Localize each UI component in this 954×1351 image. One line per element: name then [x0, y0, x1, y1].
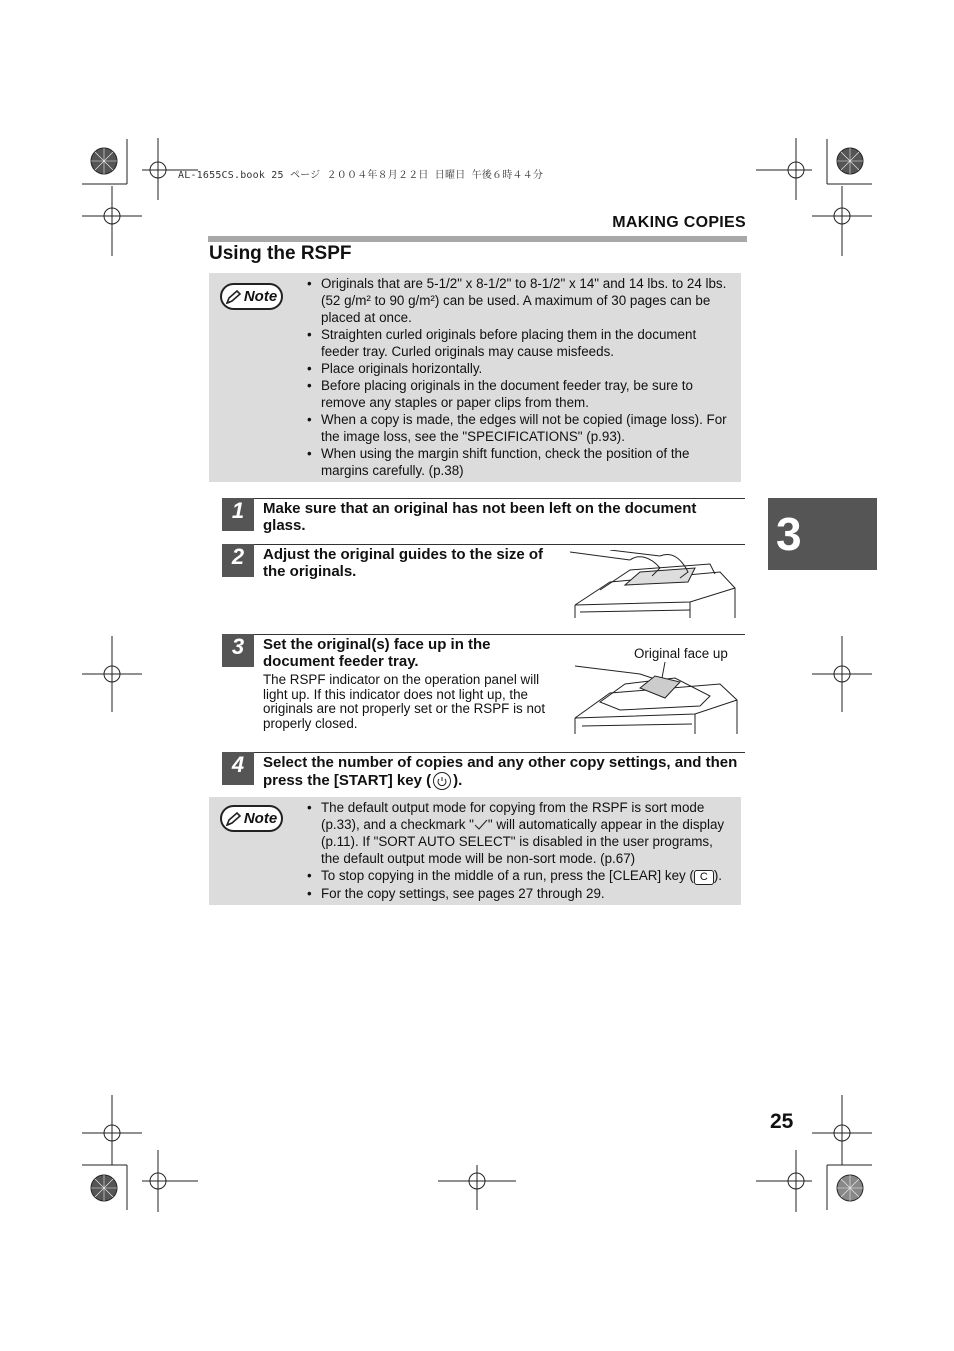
note-text: To stop copying in the middle of a run, press the [CLEAR] key (	[321, 868, 694, 883]
note-item	[307, 867, 735, 885]
checkmark-icon	[474, 819, 488, 831]
pencil-icon	[226, 812, 242, 826]
chapter-tab: 3	[768, 498, 877, 570]
note-item: • Originals that are 5-1/2" x 8-1/2" to 8-1/2" x 14" and 14 lbs. to 24 lbs. (52 g/m² to 90 g/m²) can be used. A maximum of 30 pages can be placed at once.	[307, 275, 735, 326]
clear-key-icon: C	[694, 870, 714, 885]
page-number: 25	[770, 1110, 794, 1133]
step-number: 3	[222, 634, 254, 667]
start-key-icon	[431, 771, 453, 791]
book-file-info: AL-1655CS.book 25 ページ ２００４年８月２２日 日曜日 午後６時４４分	[178, 170, 544, 181]
note-text: The default output mode for copying from the RSPF is sort mode (p.33), and a checkmark "	[321, 800, 705, 832]
step-rule	[254, 544, 745, 545]
running-title: MAKING COPIES	[612, 214, 746, 231]
step-number: 4	[222, 752, 254, 785]
note-badge	[220, 805, 283, 832]
note-text: ).	[713, 868, 723, 883]
figure-caption: Original face up	[634, 646, 728, 661]
step-title	[263, 754, 743, 791]
note-item: • Place originals horizontally.	[307, 360, 735, 377]
note-label: Note	[243, 288, 278, 305]
note-badge	[220, 283, 283, 310]
section-rule	[208, 236, 747, 242]
step-rule	[254, 498, 745, 499]
note-box-1	[209, 273, 741, 482]
note-item	[307, 799, 735, 867]
note-box-2	[209, 797, 741, 905]
step-body: The RSPF indicator on the operation panel will light up. If this indicator does not light up, the originals are not properly set or the RSPF is not properly closed.	[263, 672, 546, 731]
note-text: " will automatically appear in the display (p.11). If "SORT AUTO SELECT" is disabled in the user programs, the default output mode will be non-sort mode. (p.67)	[321, 817, 725, 866]
step-title: Make sure that an original has not been left on the document glass.	[263, 500, 697, 534]
step-title-part: ).	[453, 771, 463, 789]
step-title-part: Select the number of copies and any other copy settings, and then press the [START] key (	[263, 754, 738, 789]
section-title: Using the RSPF	[209, 243, 352, 264]
note-item: • When using the margin shift function, check the position of the margins carefully. (p.38)	[307, 445, 735, 479]
note-label: Note	[243, 810, 278, 827]
original-guides-illustration	[570, 550, 740, 620]
step-title: Adjust the original guides to the size of the originals.	[263, 546, 544, 580]
step-number: 1	[222, 498, 254, 531]
note-item: • Before placing originals in the document feeder tray, be sure to remove any staples or paper clips from them.	[307, 377, 735, 411]
pencil-icon	[226, 290, 242, 304]
note-item: • For the copy settings, see pages 27 through 29.	[307, 885, 735, 902]
feeder-tray-illustration	[570, 658, 740, 738]
note-item: • When a copy is made, the edges will not be copied (image loss). For the image loss, see the "SPECIFICATIONS" (p.93).	[307, 411, 735, 445]
step-rule	[254, 634, 745, 635]
step-rule	[254, 752, 745, 753]
step-number: 2	[222, 544, 254, 577]
note-item: • Straighten curled originals before placing them in the document feeder tray. Curled originals may cause misfeeds.	[307, 326, 735, 360]
step-title: Set the original(s) face up in the document feeder tray.	[263, 636, 491, 670]
